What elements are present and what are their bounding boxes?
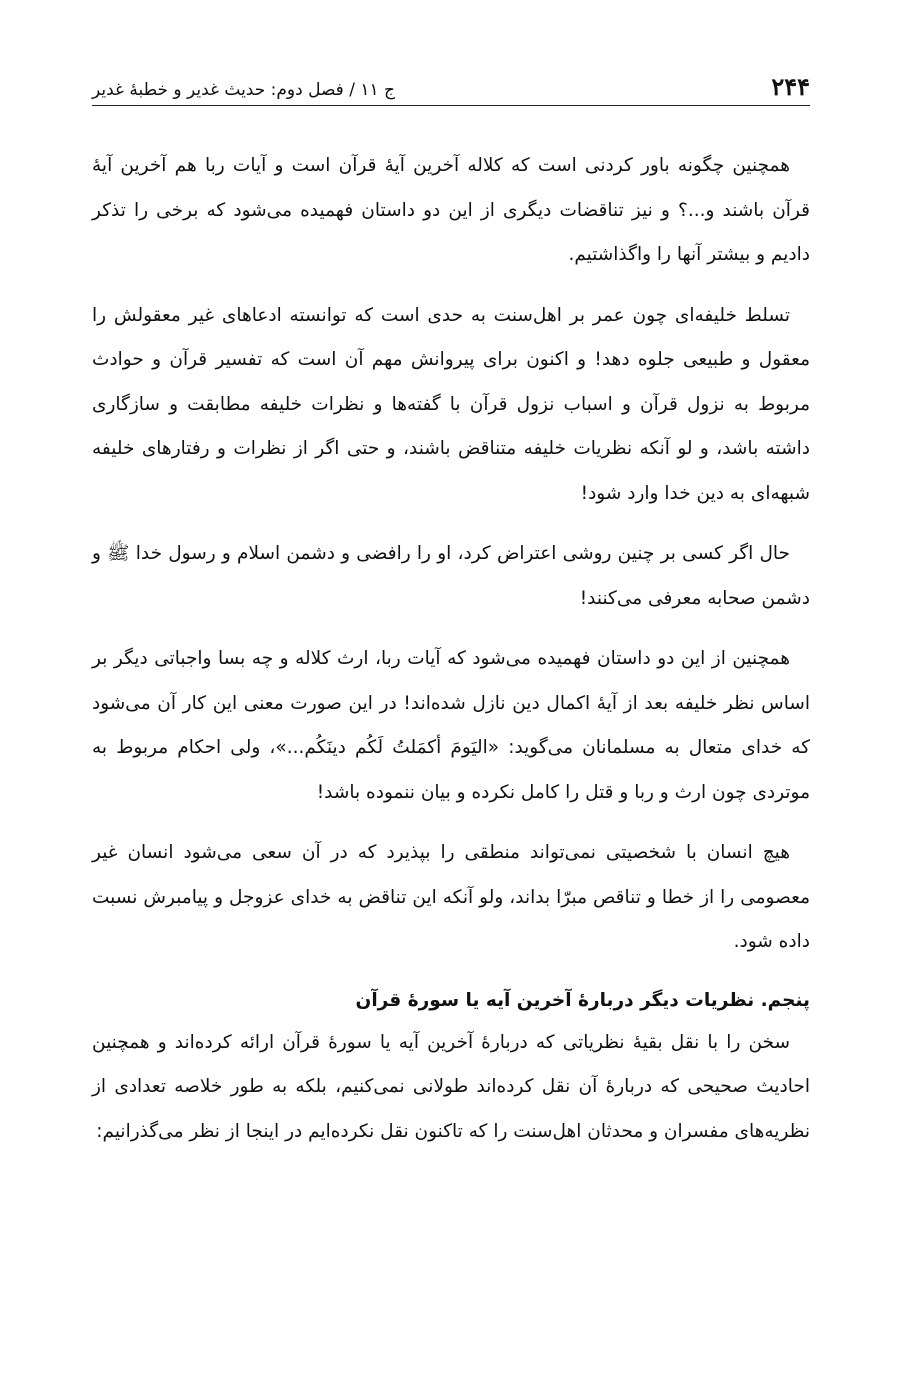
book-page: [92, 60, 810, 1170]
paragraph-1: همچنین چگونه باور کردنی است که کلاله آخرین آیهٔ قرآن است و آیات ربا هم آخرین آیهٔ قرآن باشند و...؟ و نیز تناقضات دیگری از این دو داستان فهمیده می‌شود که برخی را تذکر دادیم و بیشتر آنها را واگذاشتیم.: [92, 155, 810, 265]
page-body: [92, 144, 810, 1154]
paragraph-5: هیچ انسان با شخصیتی نمی‌تواند منطقی را بپذیرد که در آن سعی می‌شود انسان غیر معصومی را از خطا و تناقص مبرّا بداند، ولو آنکه این تناقض به خدای عزوجل و پیامبرش نسبت داده شود.: [92, 842, 810, 952]
section-paragraph: سخن را با نقل بقیهٔ نظریاتی که دربارهٔ آخرین آیه یا سورهٔ قرآن ارائه کرده‌اند و همچنین احادیث صحیحی که دربارهٔ آن نقل کرده‌اند طولانی نمی‌کنیم، بلکه به طور خلاصه تعدادی از نظریه‌های مفسران و محدثان اهل‌سنت را که تاکنون نقل نکرده‌ایم در اینجا از نظر می‌گذرانیم:: [92, 1031, 810, 1142]
page-header: [92, 60, 810, 106]
running-head: ج ۱۱ / فصل دوم: حدیث غدیر و خطبهٔ غدیر: [92, 80, 396, 100]
page-number: ۲۴۴: [771, 72, 810, 101]
paragraph-4: همچنین از این دو داستان فهمیده می‌شود که آیات ربا، ارث کلاله و چه بسا واجباتی دیگر بر اساس نظر خلیفه بعد از آیهٔ اکمال دین نازل شده‌اند! در این صورت معنی این کار آن می‌شود که خدای متعال به مسلمانان می‌گوید: «اليَومَ أكمَلتُ لَكُم دينَكُم...»، ولی احکام مربوط به موتردی چون ارث و ربا و قتل را کامل نکرده و بیان ننموده باشد!: [92, 648, 810, 803]
paragraph-2: تسلط خلیفه‌ای چون عمر بر اهل‌سنت به حدی است که توانسته ادعاهای غیر معقولش را معقول و طبیعی جلوه دهد! و اکنون برای پیروانش مهم آن است که تفسیر قرآن و حوادث مربوط به نزول قرآن و اسباب نزول قرآن با گفته‌ها و نظرات خلیفه مطابقت و سازگاری داشته باشد، و لو آنکه نظریات خلیفه متناقض باشند، و حتی اگر از نظرات و رفتارهای خلیفه شبهه‌ای به دین خدا وارد شود!: [92, 304, 810, 504]
paragraph-3: حال اگر کسی بر چنین روشی اعتراض کرد، او را رافضی و دشمن اسلام و رسول خدا ﷺ و دشمن صحابه معرفی می‌کنند!: [92, 543, 810, 609]
section-heading: پنجم. نظریات دیگر دربارهٔ آخرین آیه یا سورهٔ قرآن: [355, 989, 810, 1011]
